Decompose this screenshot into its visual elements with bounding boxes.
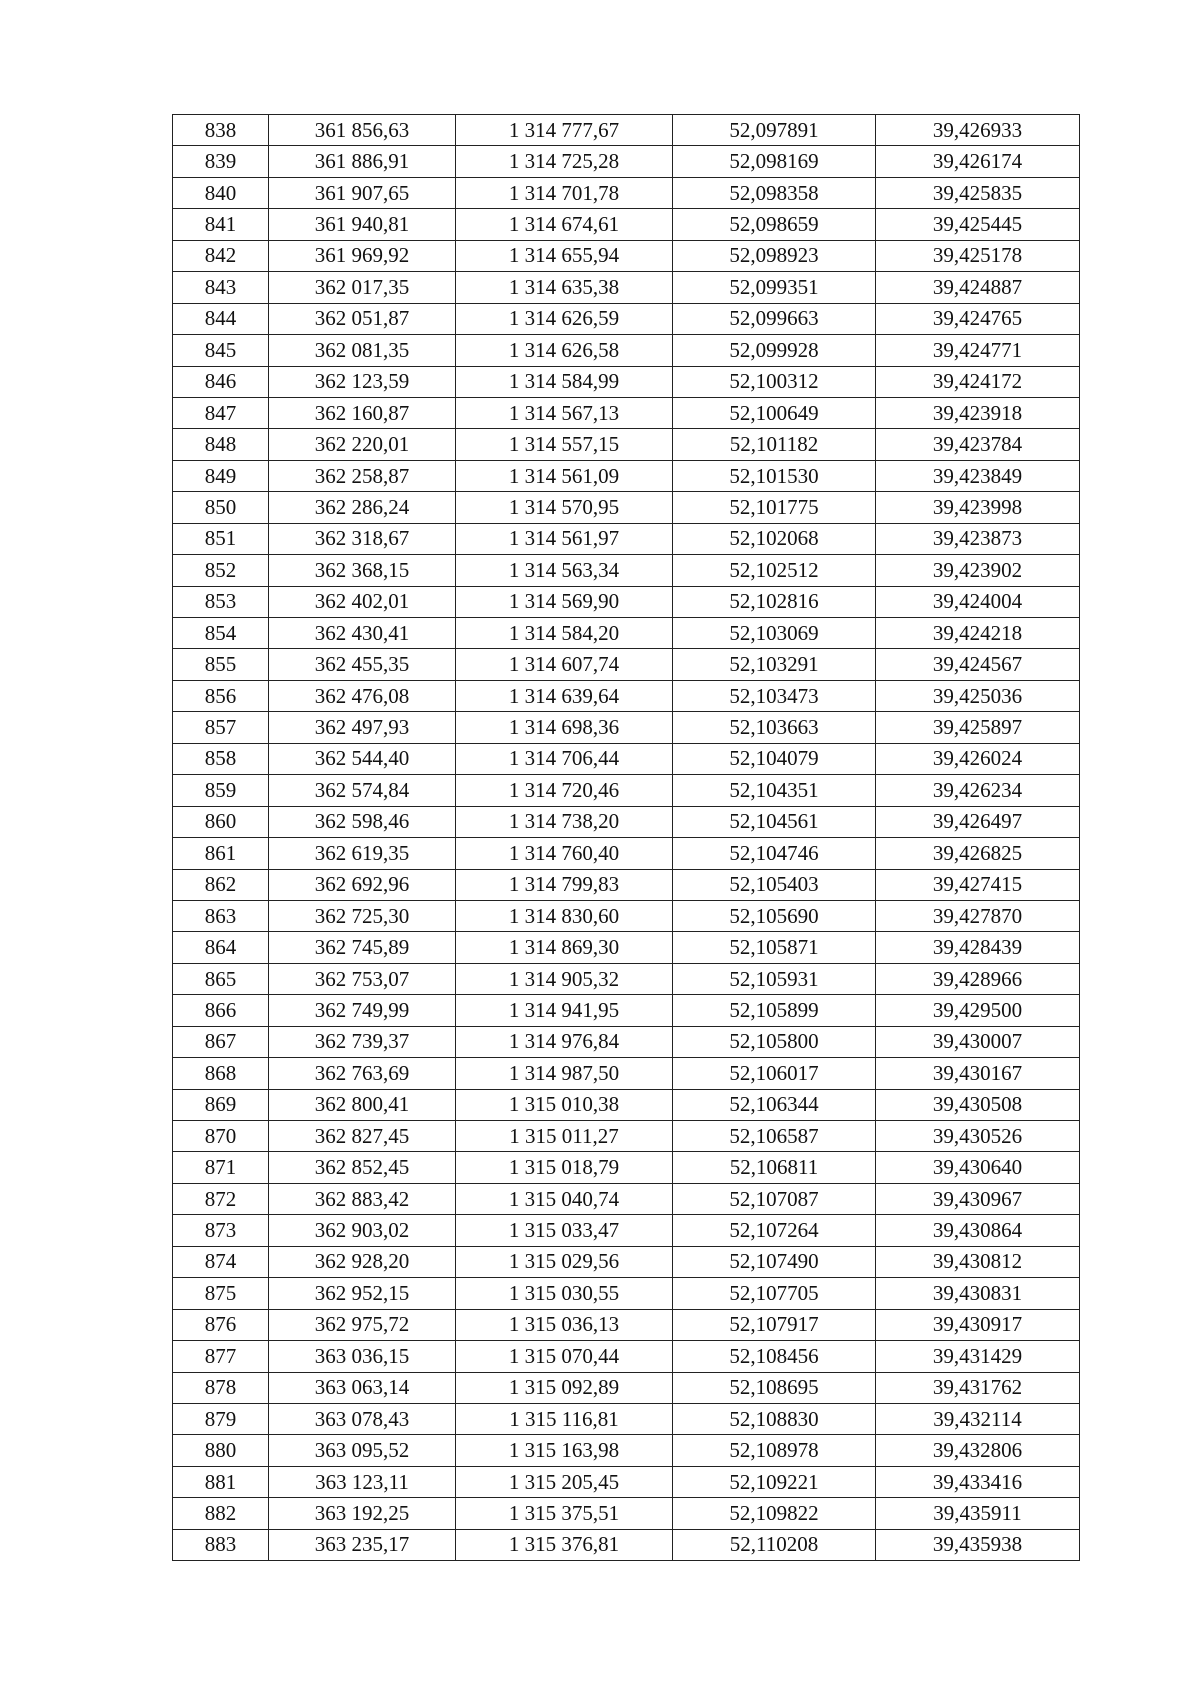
- table-row: [173, 1309, 1080, 1340]
- y-coordinate-cell: 1 315 018,79: [456, 1152, 673, 1183]
- point-number-cell: 872: [173, 1183, 269, 1214]
- point-number-cell: 841: [173, 209, 269, 240]
- y-coordinate-cell: 1 314 561,09: [456, 460, 673, 491]
- x-coordinate-cell: 362 739,37: [269, 1026, 456, 1057]
- latitude-cell: 52,105899: [673, 995, 876, 1026]
- latitude-cell: 52,106811: [673, 1152, 876, 1183]
- x-coordinate-cell: 362 318,67: [269, 523, 456, 554]
- table-row: [173, 586, 1080, 617]
- latitude-cell: 52,108695: [673, 1372, 876, 1403]
- table-row: [173, 1121, 1080, 1152]
- point-number-cell: 843: [173, 272, 269, 303]
- point-number-cell: 848: [173, 429, 269, 460]
- longitude-cell: 39,426024: [876, 743, 1080, 774]
- latitude-cell: 52,101530: [673, 460, 876, 491]
- x-coordinate-cell: 362 017,35: [269, 272, 456, 303]
- longitude-cell: 39,427415: [876, 869, 1080, 900]
- x-coordinate-cell: 363 036,15: [269, 1341, 456, 1372]
- table-row: [173, 712, 1080, 743]
- y-coordinate-cell: 1 314 725,28: [456, 146, 673, 177]
- y-coordinate-cell: 1 314 569,90: [456, 586, 673, 617]
- longitude-cell: 39,430007: [876, 1026, 1080, 1057]
- x-coordinate-cell: 362 827,45: [269, 1121, 456, 1152]
- latitude-cell: 52,105690: [673, 900, 876, 931]
- table-row: [173, 492, 1080, 523]
- point-number-cell: 877: [173, 1341, 269, 1372]
- point-number-cell: 881: [173, 1466, 269, 1497]
- latitude-cell: 52,107264: [673, 1215, 876, 1246]
- x-coordinate-cell: 362 368,15: [269, 555, 456, 586]
- latitude-cell: 52,106344: [673, 1089, 876, 1120]
- point-number-cell: 867: [173, 1026, 269, 1057]
- y-coordinate-cell: 1 314 701,78: [456, 177, 673, 208]
- point-number-cell: 846: [173, 366, 269, 397]
- x-coordinate-cell: 362 975,72: [269, 1309, 456, 1340]
- table-row: [173, 1058, 1080, 1089]
- point-number-cell: 853: [173, 586, 269, 617]
- longitude-cell: 39,430917: [876, 1309, 1080, 1340]
- table-row: [173, 1089, 1080, 1120]
- x-coordinate-cell: 362 749,99: [269, 995, 456, 1026]
- x-coordinate-cell: 361 907,65: [269, 177, 456, 208]
- latitude-cell: 52,107087: [673, 1183, 876, 1214]
- y-coordinate-cell: 1 314 563,34: [456, 555, 673, 586]
- x-coordinate-cell: 362 928,20: [269, 1246, 456, 1277]
- table-row: [173, 523, 1080, 554]
- y-coordinate-cell: 1 315 070,44: [456, 1341, 673, 1372]
- x-coordinate-cell: 362 476,08: [269, 680, 456, 711]
- x-coordinate-cell: 362 402,01: [269, 586, 456, 617]
- table-row: [173, 240, 1080, 271]
- latitude-cell: 52,102512: [673, 555, 876, 586]
- latitude-cell: 52,104351: [673, 775, 876, 806]
- longitude-cell: 39,428439: [876, 932, 1080, 963]
- x-coordinate-cell: 362 160,87: [269, 397, 456, 428]
- x-coordinate-cell: 362 455,35: [269, 649, 456, 680]
- point-number-cell: 863: [173, 900, 269, 931]
- y-coordinate-cell: 1 315 011,27: [456, 1121, 673, 1152]
- y-coordinate-cell: 1 314 626,58: [456, 335, 673, 366]
- table-row: [173, 555, 1080, 586]
- y-coordinate-cell: 1 315 092,89: [456, 1372, 673, 1403]
- x-coordinate-cell: 362 081,35: [269, 335, 456, 366]
- latitude-cell: 52,105800: [673, 1026, 876, 1057]
- point-number-cell: 860: [173, 806, 269, 837]
- latitude-cell: 52,110208: [673, 1529, 876, 1560]
- point-number-cell: 859: [173, 775, 269, 806]
- latitude-cell: 52,103473: [673, 680, 876, 711]
- y-coordinate-cell: 1 314 777,67: [456, 115, 673, 146]
- latitude-cell: 52,107490: [673, 1246, 876, 1277]
- y-coordinate-cell: 1 315 040,74: [456, 1183, 673, 1214]
- y-coordinate-cell: 1 315 205,45: [456, 1466, 673, 1497]
- table-row: [173, 932, 1080, 963]
- table-row: [173, 1403, 1080, 1434]
- latitude-cell: 52,101182: [673, 429, 876, 460]
- latitude-cell: 52,102068: [673, 523, 876, 554]
- x-coordinate-cell: 362 952,15: [269, 1278, 456, 1309]
- table-row: [173, 649, 1080, 680]
- table-row: [173, 397, 1080, 428]
- y-coordinate-cell: 1 314 941,95: [456, 995, 673, 1026]
- table-row: [173, 1372, 1080, 1403]
- y-coordinate-cell: 1 315 375,51: [456, 1498, 673, 1529]
- point-number-cell: 862: [173, 869, 269, 900]
- x-coordinate-cell: 362 883,42: [269, 1183, 456, 1214]
- y-coordinate-cell: 1 314 830,60: [456, 900, 673, 931]
- y-coordinate-cell: 1 315 376,81: [456, 1529, 673, 1560]
- table-row: [173, 1026, 1080, 1057]
- point-number-cell: 858: [173, 743, 269, 774]
- table-row: [173, 209, 1080, 240]
- table-row: [173, 1498, 1080, 1529]
- y-coordinate-cell: 1 314 655,94: [456, 240, 673, 271]
- y-coordinate-cell: 1 314 698,36: [456, 712, 673, 743]
- x-coordinate-cell: 362 763,69: [269, 1058, 456, 1089]
- x-coordinate-cell: 362 800,41: [269, 1089, 456, 1120]
- longitude-cell: 39,426497: [876, 806, 1080, 837]
- table-row: [173, 177, 1080, 208]
- longitude-cell: 39,430812: [876, 1246, 1080, 1277]
- point-number-cell: 849: [173, 460, 269, 491]
- x-coordinate-cell: 363 063,14: [269, 1372, 456, 1403]
- table-row: [173, 1435, 1080, 1466]
- latitude-cell: 52,108830: [673, 1403, 876, 1434]
- longitude-cell: 39,425178: [876, 240, 1080, 271]
- longitude-cell: 39,430831: [876, 1278, 1080, 1309]
- y-coordinate-cell: 1 315 116,81: [456, 1403, 673, 1434]
- y-coordinate-cell: 1 315 036,13: [456, 1309, 673, 1340]
- longitude-cell: 39,426933: [876, 115, 1080, 146]
- latitude-cell: 52,107917: [673, 1309, 876, 1340]
- latitude-cell: 52,101775: [673, 492, 876, 523]
- longitude-cell: 39,430967: [876, 1183, 1080, 1214]
- table-row: [173, 1215, 1080, 1246]
- x-coordinate-cell: 361 886,91: [269, 146, 456, 177]
- x-coordinate-cell: 362 692,96: [269, 869, 456, 900]
- longitude-cell: 39,428966: [876, 963, 1080, 994]
- x-coordinate-cell: 362 286,24: [269, 492, 456, 523]
- table-row: [173, 618, 1080, 649]
- table-row: [173, 680, 1080, 711]
- longitude-cell: 39,423918: [876, 397, 1080, 428]
- x-coordinate-cell: 363 192,25: [269, 1498, 456, 1529]
- y-coordinate-cell: 1 314 557,15: [456, 429, 673, 460]
- x-coordinate-cell: 362 619,35: [269, 838, 456, 869]
- y-coordinate-cell: 1 314 639,64: [456, 680, 673, 711]
- point-number-cell: 864: [173, 932, 269, 963]
- table-row: [173, 1183, 1080, 1214]
- table-row: [173, 838, 1080, 869]
- latitude-cell: 52,109822: [673, 1498, 876, 1529]
- y-coordinate-cell: 1 314 869,30: [456, 932, 673, 963]
- point-number-cell: 869: [173, 1089, 269, 1120]
- y-coordinate-cell: 1 314 738,20: [456, 806, 673, 837]
- latitude-cell: 52,107705: [673, 1278, 876, 1309]
- table-row: [173, 1152, 1080, 1183]
- y-coordinate-cell: 1 315 033,47: [456, 1215, 673, 1246]
- point-number-cell: 871: [173, 1152, 269, 1183]
- table-row: [173, 1529, 1080, 1560]
- table-row: [173, 429, 1080, 460]
- latitude-cell: 52,105931: [673, 963, 876, 994]
- x-coordinate-cell: 362 544,40: [269, 743, 456, 774]
- table-row: [173, 460, 1080, 491]
- latitude-cell: 52,106017: [673, 1058, 876, 1089]
- x-coordinate-cell: 363 078,43: [269, 1403, 456, 1434]
- longitude-cell: 39,430167: [876, 1058, 1080, 1089]
- longitude-cell: 39,433416: [876, 1466, 1080, 1497]
- latitude-cell: 52,098169: [673, 146, 876, 177]
- longitude-cell: 39,423902: [876, 555, 1080, 586]
- longitude-cell: 39,423849: [876, 460, 1080, 491]
- longitude-cell: 39,435938: [876, 1529, 1080, 1560]
- point-number-cell: 851: [173, 523, 269, 554]
- point-number-cell: 840: [173, 177, 269, 208]
- point-number-cell: 865: [173, 963, 269, 994]
- x-coordinate-cell: 362 430,41: [269, 618, 456, 649]
- longitude-cell: 39,424218: [876, 618, 1080, 649]
- table-row: [173, 1341, 1080, 1372]
- longitude-cell: 39,423998: [876, 492, 1080, 523]
- latitude-cell: 52,108978: [673, 1435, 876, 1466]
- latitude-cell: 52,104746: [673, 838, 876, 869]
- latitude-cell: 52,100312: [673, 366, 876, 397]
- x-coordinate-cell: 363 235,17: [269, 1529, 456, 1560]
- table-row: [173, 743, 1080, 774]
- y-coordinate-cell: 1 315 010,38: [456, 1089, 673, 1120]
- longitude-cell: 39,432114: [876, 1403, 1080, 1434]
- point-number-cell: 880: [173, 1435, 269, 1466]
- point-number-cell: 870: [173, 1121, 269, 1152]
- longitude-cell: 39,426174: [876, 146, 1080, 177]
- latitude-cell: 52,109221: [673, 1466, 876, 1497]
- x-coordinate-cell: 362 497,93: [269, 712, 456, 743]
- table-row: [173, 1278, 1080, 1309]
- latitude-cell: 52,108456: [673, 1341, 876, 1372]
- point-number-cell: 861: [173, 838, 269, 869]
- latitude-cell: 52,098923: [673, 240, 876, 271]
- latitude-cell: 52,098358: [673, 177, 876, 208]
- y-coordinate-cell: 1 314 607,74: [456, 649, 673, 680]
- point-number-cell: 875: [173, 1278, 269, 1309]
- point-number-cell: 838: [173, 115, 269, 146]
- latitude-cell: 52,103291: [673, 649, 876, 680]
- table-row: [173, 335, 1080, 366]
- longitude-cell: 39,430508: [876, 1089, 1080, 1120]
- point-number-cell: 879: [173, 1403, 269, 1434]
- latitude-cell: 52,103069: [673, 618, 876, 649]
- latitude-cell: 52,099663: [673, 303, 876, 334]
- x-coordinate-cell: 361 856,63: [269, 115, 456, 146]
- point-number-cell: 873: [173, 1215, 269, 1246]
- table-row: [173, 366, 1080, 397]
- point-number-cell: 883: [173, 1529, 269, 1560]
- x-coordinate-cell: 362 903,02: [269, 1215, 456, 1246]
- table-row: [173, 146, 1080, 177]
- latitude-cell: 52,102816: [673, 586, 876, 617]
- point-number-cell: 854: [173, 618, 269, 649]
- longitude-cell: 39,424887: [876, 272, 1080, 303]
- point-number-cell: 842: [173, 240, 269, 271]
- point-number-cell: 852: [173, 555, 269, 586]
- longitude-cell: 39,432806: [876, 1435, 1080, 1466]
- x-coordinate-cell: 362 725,30: [269, 900, 456, 931]
- y-coordinate-cell: 1 314 706,44: [456, 743, 673, 774]
- longitude-cell: 39,425897: [876, 712, 1080, 743]
- x-coordinate-cell: 362 753,07: [269, 963, 456, 994]
- longitude-cell: 39,429500: [876, 995, 1080, 1026]
- table-row: [173, 995, 1080, 1026]
- longitude-cell: 39,430864: [876, 1215, 1080, 1246]
- point-number-cell: 844: [173, 303, 269, 334]
- latitude-cell: 52,105403: [673, 869, 876, 900]
- coordinates-table-body: [173, 115, 1080, 1561]
- x-coordinate-cell: 363 123,11: [269, 1466, 456, 1497]
- point-number-cell: 868: [173, 1058, 269, 1089]
- latitude-cell: 52,099351: [673, 272, 876, 303]
- point-number-cell: 878: [173, 1372, 269, 1403]
- point-number-cell: 839: [173, 146, 269, 177]
- y-coordinate-cell: 1 314 760,40: [456, 838, 673, 869]
- x-coordinate-cell: 362 852,45: [269, 1152, 456, 1183]
- y-coordinate-cell: 1 314 987,50: [456, 1058, 673, 1089]
- x-coordinate-cell: 362 574,84: [269, 775, 456, 806]
- x-coordinate-cell: 361 940,81: [269, 209, 456, 240]
- y-coordinate-cell: 1 314 976,84: [456, 1026, 673, 1057]
- y-coordinate-cell: 1 314 567,13: [456, 397, 673, 428]
- longitude-cell: 39,435911: [876, 1498, 1080, 1529]
- latitude-cell: 52,100649: [673, 397, 876, 428]
- latitude-cell: 52,099928: [673, 335, 876, 366]
- y-coordinate-cell: 1 314 584,99: [456, 366, 673, 397]
- table-row: [173, 900, 1080, 931]
- x-coordinate-cell: 362 123,59: [269, 366, 456, 397]
- x-coordinate-cell: 362 745,89: [269, 932, 456, 963]
- latitude-cell: 52,104561: [673, 806, 876, 837]
- latitude-cell: 52,106587: [673, 1121, 876, 1152]
- y-coordinate-cell: 1 314 905,32: [456, 963, 673, 994]
- x-coordinate-cell: 362 051,87: [269, 303, 456, 334]
- longitude-cell: 39,427870: [876, 900, 1080, 931]
- longitude-cell: 39,424004: [876, 586, 1080, 617]
- longitude-cell: 39,423784: [876, 429, 1080, 460]
- latitude-cell: 52,098659: [673, 209, 876, 240]
- x-coordinate-cell: 362 220,01: [269, 429, 456, 460]
- table-row: [173, 1466, 1080, 1497]
- coordinates-table: [172, 114, 1080, 1561]
- y-coordinate-cell: 1 315 163,98: [456, 1435, 673, 1466]
- longitude-cell: 39,423873: [876, 523, 1080, 554]
- longitude-cell: 39,425835: [876, 177, 1080, 208]
- longitude-cell: 39,424771: [876, 335, 1080, 366]
- point-number-cell: 874: [173, 1246, 269, 1277]
- latitude-cell: 52,103663: [673, 712, 876, 743]
- y-coordinate-cell: 1 314 720,46: [456, 775, 673, 806]
- y-coordinate-cell: 1 314 626,59: [456, 303, 673, 334]
- point-number-cell: 866: [173, 995, 269, 1026]
- y-coordinate-cell: 1 314 635,38: [456, 272, 673, 303]
- longitude-cell: 39,426234: [876, 775, 1080, 806]
- longitude-cell: 39,424567: [876, 649, 1080, 680]
- point-number-cell: 856: [173, 680, 269, 711]
- y-coordinate-cell: 1 314 584,20: [456, 618, 673, 649]
- longitude-cell: 39,426825: [876, 838, 1080, 869]
- y-coordinate-cell: 1 314 674,61: [456, 209, 673, 240]
- x-coordinate-cell: 363 095,52: [269, 1435, 456, 1466]
- point-number-cell: 845: [173, 335, 269, 366]
- table-row: [173, 1246, 1080, 1277]
- latitude-cell: 52,097891: [673, 115, 876, 146]
- y-coordinate-cell: 1 315 029,56: [456, 1246, 673, 1277]
- x-coordinate-cell: 361 969,92: [269, 240, 456, 271]
- table-row: [173, 115, 1080, 146]
- point-number-cell: 847: [173, 397, 269, 428]
- y-coordinate-cell: 1 314 561,97: [456, 523, 673, 554]
- longitude-cell: 39,424765: [876, 303, 1080, 334]
- point-number-cell: 876: [173, 1309, 269, 1340]
- longitude-cell: 39,431429: [876, 1341, 1080, 1372]
- table-row: [173, 775, 1080, 806]
- y-coordinate-cell: 1 314 570,95: [456, 492, 673, 523]
- x-coordinate-cell: 362 258,87: [269, 460, 456, 491]
- longitude-cell: 39,425036: [876, 680, 1080, 711]
- point-number-cell: 850: [173, 492, 269, 523]
- longitude-cell: 39,431762: [876, 1372, 1080, 1403]
- latitude-cell: 52,104079: [673, 743, 876, 774]
- longitude-cell: 39,430640: [876, 1152, 1080, 1183]
- y-coordinate-cell: 1 315 030,55: [456, 1278, 673, 1309]
- table-row: [173, 963, 1080, 994]
- point-number-cell: 882: [173, 1498, 269, 1529]
- table-row: [173, 272, 1080, 303]
- table-row: [173, 303, 1080, 334]
- latitude-cell: 52,105871: [673, 932, 876, 963]
- table-row: [173, 806, 1080, 837]
- point-number-cell: 857: [173, 712, 269, 743]
- longitude-cell: 39,424172: [876, 366, 1080, 397]
- table-row: [173, 869, 1080, 900]
- longitude-cell: 39,430526: [876, 1121, 1080, 1152]
- longitude-cell: 39,425445: [876, 209, 1080, 240]
- x-coordinate-cell: 362 598,46: [269, 806, 456, 837]
- y-coordinate-cell: 1 314 799,83: [456, 869, 673, 900]
- point-number-cell: 855: [173, 649, 269, 680]
